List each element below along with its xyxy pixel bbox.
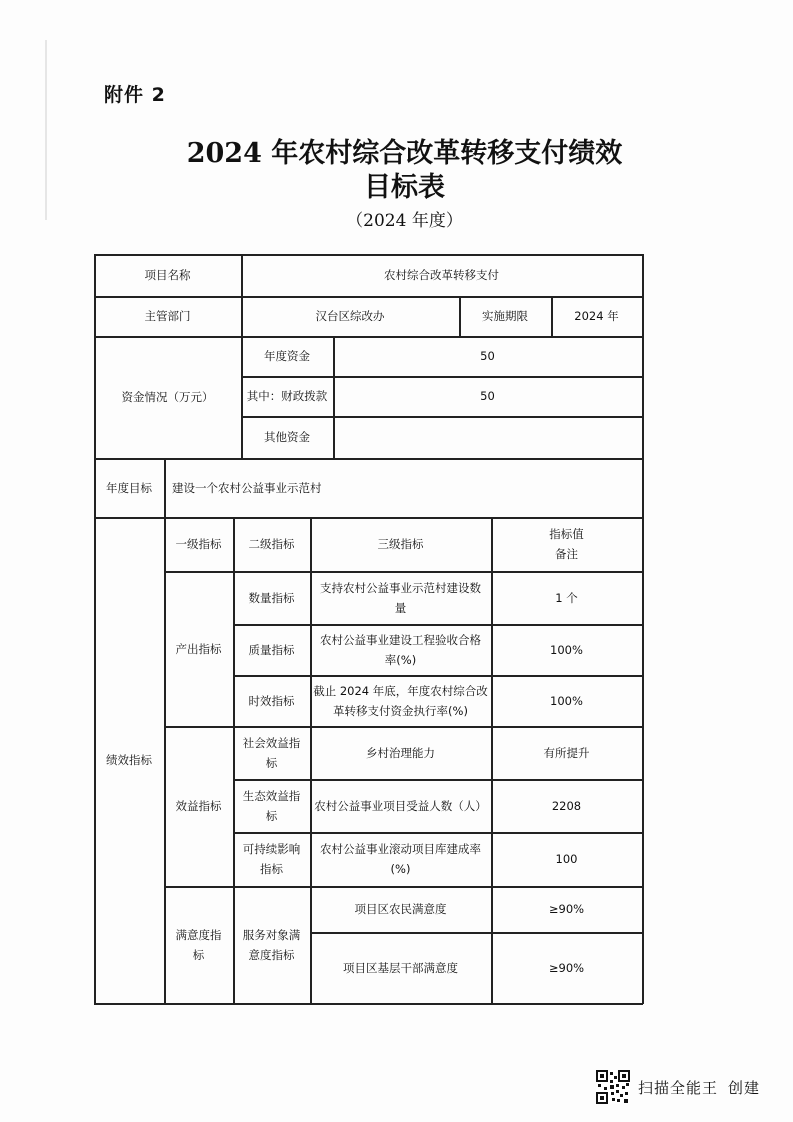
level2-cell xyxy=(233,832,310,886)
indicator-value: 100% xyxy=(550,642,583,657)
indicator-value: ≥90% xyxy=(548,960,585,975)
service-label-line2: 意度指标 xyxy=(248,947,295,962)
col-value-header-line1: 指标值 xyxy=(549,527,584,541)
qr-code-icon xyxy=(596,1070,630,1104)
level3-cell: 乡村治理能力 xyxy=(366,745,435,760)
goal-value: 建设一个农村公益事业示范村 xyxy=(172,480,322,495)
satisfaction-indicator-label xyxy=(164,886,233,1003)
level3-cell xyxy=(310,571,491,624)
level3-text-line2: 率(%) xyxy=(384,652,417,667)
col-value-header xyxy=(491,517,642,571)
col-level1-header: 一级指标 xyxy=(175,537,222,551)
project-name-value: 农村综合改革转移支付 xyxy=(384,268,499,282)
funds-label: 资金情况（万元） xyxy=(121,390,214,404)
indicator-value: 有所提升 xyxy=(543,745,590,760)
level2-cell xyxy=(233,726,310,779)
level3-text-line1: 农村公益事业建设工程验收合格 xyxy=(320,632,481,647)
table-border-bottom xyxy=(94,1003,643,1005)
level2-text-line1: 社会效益指 xyxy=(242,735,301,750)
scanner-app-name: 扫描全能王 xyxy=(638,1078,719,1097)
level2-text: 数量指标 xyxy=(248,590,295,605)
scanner-created-label: 创建 xyxy=(728,1078,761,1097)
level3-cell: 农村公益事业项目受益人数（人） xyxy=(314,798,487,813)
table-border-right xyxy=(642,254,644,1004)
fiscal-value: 50 xyxy=(480,389,495,403)
indicator-value: 2208 xyxy=(551,798,582,813)
period-value: 2024 年 xyxy=(574,309,619,323)
scanner-watermark xyxy=(596,1070,760,1104)
page-title-line1: 2024 年农村综合改革转移支付绩效 xyxy=(186,138,623,169)
annex-label: 附件 2 xyxy=(104,84,166,106)
other-funds-value xyxy=(333,416,642,458)
benefit-indicator-label: 效益指标 xyxy=(175,799,222,813)
level3-text-line2: 量 xyxy=(394,600,407,615)
level3-text-line1: 支持农村公益事业示范村建设数 xyxy=(320,580,481,595)
annual-funds-label: 年度资金 xyxy=(264,349,310,363)
fiscal-label: 其中：财政拨款 xyxy=(246,389,328,403)
dept-label: 主管部门 xyxy=(144,309,191,323)
page-subtitle: （2024 年度） xyxy=(346,211,463,231)
dept-value: 汉台区综改办 xyxy=(315,309,385,323)
level3-text-line1: 截止 2024 年底，年度农村综合改 xyxy=(313,683,488,698)
satisfaction-label-line1: 满意度指 xyxy=(175,927,222,942)
other-funds-label: 其他资金 xyxy=(264,430,310,444)
indicator-value: 100% xyxy=(550,693,583,708)
level3-text-line1: 农村公益事业滚动项目库建成率 xyxy=(320,842,481,856)
level2-text-line1: 生态效益指 xyxy=(242,788,301,803)
level3-cell xyxy=(310,624,491,675)
indicator-value: ≥90% xyxy=(548,902,585,916)
annual-funds-value: 50 xyxy=(480,349,495,363)
level3-text-line2: 革转移支付资金执行率(%) xyxy=(333,703,468,718)
page-title-line2: 目标表 xyxy=(364,172,445,203)
goal-label: 年度目标 xyxy=(106,480,152,495)
level2-cell xyxy=(233,779,310,832)
level3-text-line2: (%) xyxy=(390,862,411,876)
level3-cell xyxy=(310,832,491,886)
level2-text-line2: 标 xyxy=(265,755,278,770)
col-value-header-line2: 备注 xyxy=(555,547,578,561)
level2-cell: 时效指标 xyxy=(248,693,295,708)
level2-text-line1: 可持续影响 xyxy=(242,842,301,856)
level2-cell: 质量指标 xyxy=(248,642,295,657)
period-label: 实施期限 xyxy=(482,309,528,323)
indicator-value: 1 个 xyxy=(555,590,578,605)
level2-text-line2: 标 xyxy=(265,808,278,823)
level3-cell xyxy=(310,675,491,726)
project-name-label: 项目名称 xyxy=(144,268,191,282)
output-indicator-label: 产出指标 xyxy=(175,641,222,656)
satisfaction-label-line2: 标 xyxy=(192,947,205,962)
level3-cell: 项目区基层干部满意度 xyxy=(343,960,458,975)
indicator-value: 100 xyxy=(555,852,578,866)
service-label-line1: 服务对象满 xyxy=(242,927,301,942)
level3-cell: 项目区农民满意度 xyxy=(354,902,447,916)
col-level3-header: 三级指标 xyxy=(377,537,424,551)
perf-label: 绩效指标 xyxy=(106,753,152,767)
service-level2-cell xyxy=(233,886,310,1003)
level2-text-line2: 指标 xyxy=(260,862,283,876)
col-level2-header: 二级指标 xyxy=(248,537,295,551)
level2-cell xyxy=(233,571,310,624)
